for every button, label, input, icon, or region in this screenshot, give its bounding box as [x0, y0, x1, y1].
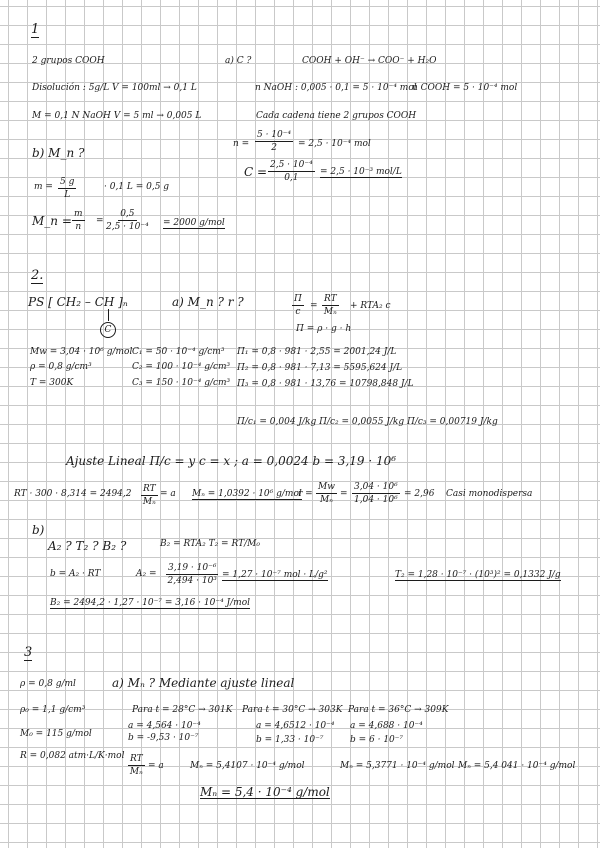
s1-mn-prefix: M_n =: [32, 214, 72, 228]
s2-disp-fraction-1: [316, 482, 337, 505]
s3-rt-fraction: [128, 754, 145, 777]
s3-a2: a = 4,6512 · 10⁻⁴: [256, 721, 335, 731]
s1-mn-frac1-num: m: [74, 209, 83, 219]
s3-mn1: Mₙ = 5,4107 · 10⁻⁴ g/mol: [190, 761, 305, 771]
s2-a2-result: = 1,27 · 10⁻⁷ mol · L/g²: [222, 570, 328, 580]
s3-a1: a = 4,564 · 10⁻⁴: [128, 721, 201, 731]
s2-rt-eq-a: = a: [160, 489, 176, 499]
s2-t2: T₂ = 1,28 · 10⁻⁷ · (10³)² = 0,1332 J/g: [395, 570, 561, 580]
s1-mn-fraction-1: [72, 209, 85, 232]
s1-naoh: M = 0,1 N NaOH V = 5 ml → 0,005 L: [32, 111, 202, 121]
s2-c1: C₁ = 50 · 10⁻⁴ g/cm³: [132, 347, 225, 357]
s2-ps-formula: PS [ CH₂ – CH ]ₙ: [28, 295, 128, 309]
s2-disp-num: Mw: [318, 482, 335, 492]
s2-pi-eq-sign: =: [310, 301, 318, 311]
section-1-number: 1: [31, 22, 40, 37]
s1-n-prefix: n =: [233, 139, 250, 149]
s2-pi-mid: [322, 294, 339, 317]
s2-pi-lhs: [292, 294, 304, 317]
s2-pi2: Π₂ = 0,8 · 981 · 7,13 = 5595,624 J/L: [237, 363, 403, 373]
s2-ps-bond: [108, 309, 109, 321]
s1-mn-frac2-den: 2,5 · 10⁻⁴: [106, 222, 149, 232]
s2-disp-eq: =: [340, 489, 348, 499]
s1-mn-frac2-num: 0,5: [120, 209, 135, 219]
s1-n-naoh: n NaOH : 0,005 · 0,1 = 5 · 10⁻⁴ mol: [255, 83, 417, 93]
s2-a2-fraction: [166, 563, 218, 586]
s2-casi: Casi monodispersa: [446, 489, 533, 499]
s3-b2: b = 1,33 · 10⁻⁷: [256, 735, 324, 745]
s2-rt-frac-num: RT: [143, 484, 156, 494]
s1-n-cooh: n COOH = 5 · 10⁻⁴ mol: [412, 83, 518, 93]
s1-n-frac-den: 2: [271, 143, 277, 153]
s1-a-label: a) C ?: [225, 56, 252, 66]
s2-pi-mid-num: RT: [324, 294, 337, 304]
s1-c-frac-num: 2,5 · 10⁻⁴: [270, 160, 313, 170]
s1-mn-fraction-2: [106, 209, 149, 232]
s3-b1: b = -9,53 · 10⁻⁷: [128, 733, 199, 743]
s2-a-label: a) M_n ? r ?: [172, 295, 244, 309]
s3-t1: Para t = 28°C → 301K: [132, 705, 233, 715]
s2-rt-frac-den: Mₙ: [142, 497, 156, 507]
s1-cadena: Cada cadena tiene 2 grupos COOH: [256, 111, 417, 121]
s2-a2-num: 3,19 · 10⁻⁶: [168, 563, 217, 573]
s2-b2-def: B₂ = RTA₂ T₂ = RT/M₀: [160, 539, 260, 549]
s1-b-label: b) M_n ?: [32, 146, 85, 160]
s3-rho0: ρ = 0,8 g/ml: [20, 679, 76, 689]
s3-rt-eq: = a: [148, 761, 164, 771]
s3-m0: M₀ = 115 g/mol: [20, 729, 92, 739]
s2-c3: C₃ = 150 · 10⁻⁴ g/cm³: [132, 378, 231, 388]
s2-pi1: Π₁ = 0,8 · 981 · 2,55 = 2001,24 J/L: [237, 347, 397, 357]
s2-rt: RT · 300 · 8,314 = 2494,2: [14, 489, 132, 499]
s2-disp-den2: 1,04 · 10⁶: [354, 495, 398, 505]
s3-b3: b = 6 · 10⁻⁷: [350, 735, 404, 745]
s2-mn-result: Mₙ = 1,0392 · 10⁶ g/mol: [192, 489, 302, 499]
s2-b2: B₂ = 2494,2 · 1,27 · 10⁻⁷ = 3,16 · 10⁻⁴ J/mol: [50, 598, 251, 608]
s2-pi-lhs-num: Π: [294, 294, 302, 304]
s3-mn-final: Mₙ = 5,4 · 10⁻⁴ g/mol: [200, 785, 330, 799]
s1-c-prefix: C =: [244, 165, 268, 179]
s1-n-result: = 2,5 · 10⁻⁴ mol: [298, 139, 371, 149]
s1-n-frac-num: 5 · 10⁻⁴: [257, 130, 292, 140]
s2-disp-prefix: r =: [298, 489, 313, 499]
s2-ajuste: Ajuste Lineal Π/c = y c = x ; a = 0,0024 b = 3,19 · 10⁶: [66, 454, 397, 468]
s2-c2: C₂ = 100 · 10⁻⁴ g/cm³: [132, 362, 231, 372]
s2-b-eq: b = A₂ · RT: [50, 569, 101, 579]
s3-a3: a = 4,688 · 10⁻⁴: [350, 721, 423, 731]
s2-a2-prefix: A₂ =: [136, 569, 157, 579]
s2-rho: ρ = 0,8 g/cm³: [30, 362, 92, 372]
s2-disp-den: Mₙ: [320, 495, 333, 505]
s2-temp: T = 300K: [30, 378, 74, 388]
s1-c-frac-den: 0,1: [284, 173, 299, 183]
s1-mn-frac1-den: n: [75, 222, 82, 232]
section-2-number: 2.: [31, 268, 44, 283]
s2-disp-fraction-2: [352, 482, 400, 505]
s2-rt-fraction: [141, 484, 158, 507]
s2-pi-lhs-den: c: [295, 307, 301, 317]
s2-benzene-ring: C: [100, 322, 116, 338]
s1-m-frac-num: 5 g: [60, 177, 75, 187]
s3-r: R = 0,082 atm·L/K·mol: [20, 751, 125, 761]
s3-rt-num: RT: [130, 754, 143, 764]
s1-c-fraction: [268, 160, 315, 183]
s1-m-frac-den: L: [64, 190, 71, 200]
s1-m-result: · 0,1 L = 0,5 g: [104, 182, 170, 192]
s1-c-result: = 2,5 · 10⁻³ mol/L: [320, 167, 402, 177]
s2-disp-result: = 2,96: [404, 489, 435, 499]
s3-mn3: Mₙ = 5,4 041 · 10⁻⁴ g/mol: [458, 761, 576, 771]
s2-b-q: A₂ ? T₂ ? B₂ ?: [48, 539, 127, 553]
s2-disp-num2: 3,04 · 10⁶: [354, 482, 398, 492]
s2-pi3: Π₃ = 0,8 · 981 · 13,76 = 10798,848 J/L: [237, 379, 414, 389]
s3-rho2: ρ₀ = 1,1 g/cm³: [20, 705, 86, 715]
s1-mn-result: = 2000 g/mol: [163, 218, 225, 228]
s2-pi-rest: + RTA₂ c: [350, 301, 391, 311]
s1-mn-eq: =: [96, 216, 104, 226]
s3-t3: Para t = 36°C → 309K: [348, 705, 449, 715]
s3-rt-den: Mₙ: [129, 767, 143, 777]
s2-ratios: Π/c₁ = 0,004 J/kg Π/c₂ = 0,0055 J/kg Π/c₃ = 0,00719 J/kg: [237, 417, 498, 427]
s2-b-label: b): [32, 523, 45, 537]
s3-mn2: Mₙ = 5,3771 · 10⁻⁴ g/mol: [340, 761, 455, 771]
s2-pi-mid-den: Mₙ: [323, 307, 337, 317]
s2-pi-rho: Π = ρ · g · h: [296, 324, 352, 334]
section-3-number: 3: [24, 645, 33, 660]
s1-grupos: 2 grupos COOH: [32, 56, 105, 66]
s3-a-label: a) Mₙ ? Mediante ajuste lineal: [112, 676, 295, 690]
s1-disolucion: Disolución : 5g/L V = 100ml → 0,1 L: [32, 83, 197, 93]
s2-a2-den: 2,494 · 10³: [167, 576, 217, 586]
s1-m-fraction: [58, 177, 76, 200]
s1-reaction: COOH + OH⁻ → COO⁻ + H₂O: [302, 56, 437, 66]
s3-t2: Para t = 30°C → 303K: [242, 705, 343, 715]
s1-n-fraction: [255, 130, 293, 153]
s1-m-prefix: m =: [34, 182, 53, 192]
s2-mw: Mw = 3,04 · 10⁶ g/mol: [30, 347, 133, 357]
